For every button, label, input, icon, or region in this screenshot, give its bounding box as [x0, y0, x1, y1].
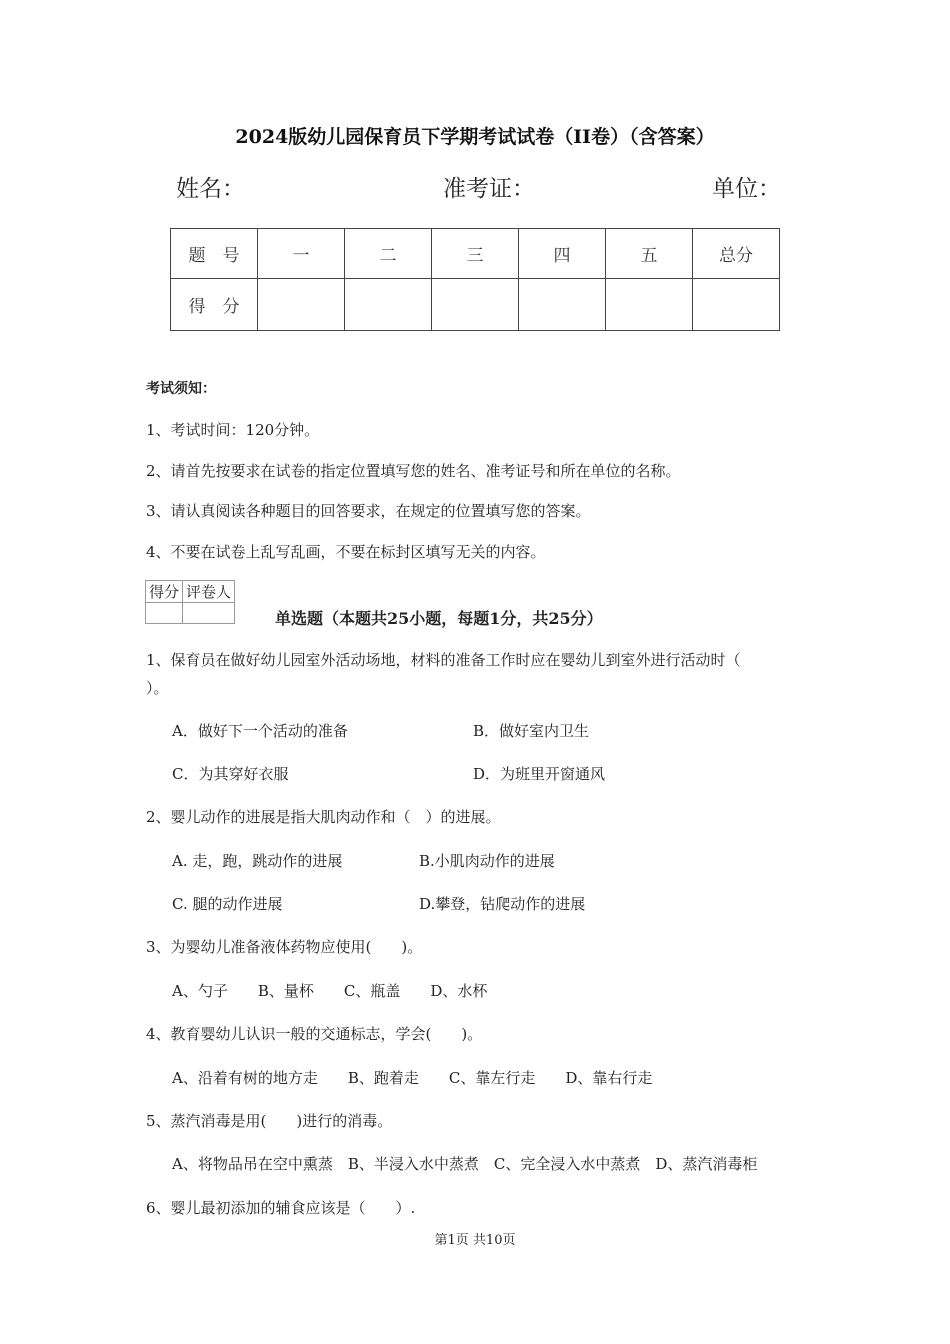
question-1-option-c: C．为其穿好衣服 — [172, 765, 289, 783]
score-input-2[interactable] — [345, 279, 432, 331]
question-1-option-a: A．做好下一个活动的准备 — [172, 722, 348, 740]
score-table — [170, 228, 780, 331]
grader-reviewer-label: 评卷人 — [183, 581, 235, 603]
exam-id-label: 准考证： — [443, 176, 535, 202]
page-footer: 第1页 共10页 — [434, 1233, 516, 1248]
score-table-header-row — [171, 229, 780, 279]
question-6: 6、婴儿最初添加的辅食应该是（ ）. — [146, 1199, 416, 1217]
question-1-option-d: D．为班里开窗通风 — [473, 765, 606, 783]
score-cell-2: 二 — [345, 229, 432, 279]
score-input-5[interactable] — [606, 279, 693, 331]
question-3-options: A、勺子 B、量杯 C、瓶盖 D、水杯 — [172, 982, 488, 1000]
notice-item: 1、考试时间：120分钟。 — [146, 421, 320, 439]
question-1-cont: ）。 — [146, 679, 169, 697]
question-5: 5、蒸汽消毒是用( )进行的消毒。 — [146, 1112, 393, 1130]
question-1: 1、保育员在做好幼儿园室外活动场地，材料的准备工作时应在婴幼儿到室外进行活动时（ — [146, 651, 741, 669]
notice-item: 4、不要在试卷上乱写乱画，不要在标封区填写无关的内容。 — [146, 543, 546, 561]
question-2-option-b: B.小肌肉动作的进展 — [419, 852, 555, 870]
grader-score-input[interactable] — [146, 603, 183, 624]
page-title: 2024版幼儿园保育员下学期考试试卷（II卷）（含答案） — [235, 126, 715, 148]
score-cell-5: 五 — [606, 229, 693, 279]
grader-score-label: 得分 — [146, 581, 183, 603]
score-input-total[interactable] — [693, 279, 780, 331]
question-5-options: A、将物品吊在空中熏蒸 B、半浸入水中蒸煮 C、完全浸入水中蒸煮 D、蒸汽消毒柜 — [172, 1155, 758, 1173]
question-3: 3、为婴幼儿准备液体药物应使用( )。 — [146, 938, 423, 956]
notice-item: 3、请认真阅读各种题目的回答要求，在规定的位置填写您的答案。 — [146, 502, 591, 520]
grader-reviewer-input[interactable] — [183, 603, 235, 624]
name-label: 姓名： — [176, 176, 245, 202]
question-4: 4、教育婴幼儿认识一般的交通标志，学会( )。 — [146, 1025, 483, 1043]
section-title: 单选题（本题共25小题，每题1分，共25分） — [275, 609, 603, 628]
unit-label: 单位： — [712, 176, 781, 202]
question-1-option-b: B．做好室内卫生 — [473, 722, 590, 740]
grader-box — [145, 580, 235, 624]
question-2-option-c: C. 腿的动作进展 — [172, 895, 283, 913]
question-2-option-d: D.攀登，钻爬动作的进展 — [419, 895, 586, 913]
score-cell-total: 总分 — [693, 229, 780, 279]
score-cell-label: 题 号 — [171, 229, 258, 279]
score-cell-3: 三 — [432, 229, 519, 279]
question-4-options: A、沿着有树的地方走 B、跑着走 C、靠左行走 D、靠右行走 — [172, 1069, 653, 1087]
score-input-1[interactable] — [258, 279, 345, 331]
score-cell-1: 一 — [258, 229, 345, 279]
score-row-label: 得 分 — [171, 279, 258, 331]
question-2: 2、婴儿动作的进展是指大肌肉动作和（ ）的进展。 — [146, 808, 501, 826]
question-2-option-a: A. 走，跑，跳动作的进展 — [172, 852, 343, 870]
notice-item: 2、请首先按要求在试卷的指定位置填写您的姓名、准考证号和所在单位的名称。 — [146, 462, 681, 480]
notice-title: 考试须知： — [146, 381, 216, 397]
score-table-score-row — [171, 279, 780, 331]
score-input-4[interactable] — [519, 279, 606, 331]
score-input-3[interactable] — [432, 279, 519, 331]
score-cell-4: 四 — [519, 229, 606, 279]
